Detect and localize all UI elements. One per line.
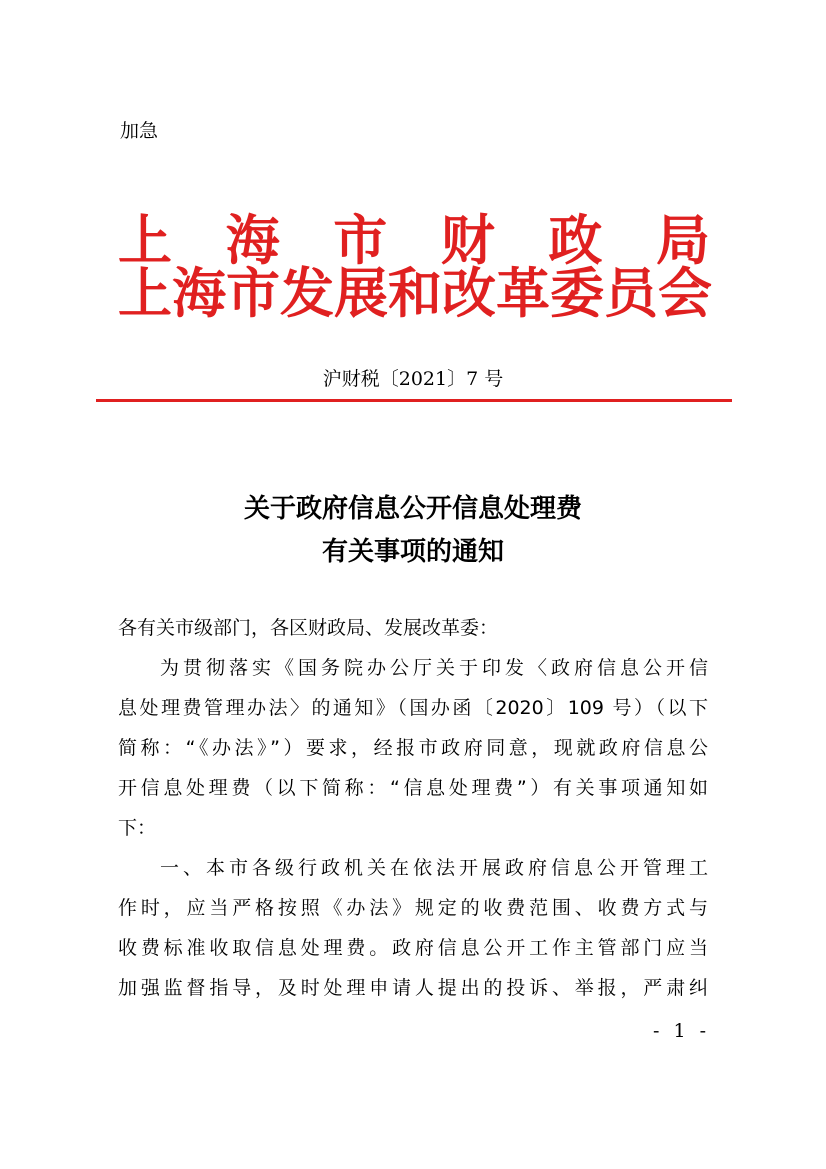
body-paragraph-line: 下： — [118, 817, 157, 839]
body-paragraph-line: 作时，应当严格按照《办法》规定的收费范围、收费方式与 — [118, 897, 708, 919]
red-separator-line — [96, 399, 732, 402]
document-title-line-1: 关于政府信息公开信息处理费 — [243, 494, 582, 524]
body-paragraph-line: 一、本市各级行政机关在依法开展政府信息公开管理工 — [160, 857, 708, 879]
body-paragraph-line: 加强监督指导，及时处理申请人提出的投诉、举报，严肃纠 — [118, 977, 708, 999]
urgency-marker: 加急 — [120, 120, 159, 142]
body-paragraph-line: 收费标准收取信息处理费。政府信息公开工作主管部门应当 — [118, 937, 708, 959]
body-paragraph-line: 为贯彻落实《国务院办公厅关于印发〈政府信息公开信 — [160, 657, 708, 679]
body-paragraph-line: 开信息处理费（以下简称：“信息处理费”）有关事项通知如 — [118, 777, 708, 799]
page-number: - 1 - — [652, 1020, 710, 1042]
document-title-line-2: 有关事项的通知 — [321, 537, 504, 567]
issuer-line-finance-bureau: 上 海 市 财 政 局 — [118, 208, 710, 272]
issuer-line-development-commission: 上海市发展和改革委员会 — [118, 261, 712, 325]
document-number: 沪财税〔2021〕7 号 — [322, 368, 504, 390]
addressee: 各有关市级部门，各区财政局、发展改革委： — [118, 617, 499, 639]
body-paragraph-line: 简称：“《办法》”）要求，经报市政府同意，现就政府信息公 — [118, 737, 708, 759]
body-paragraph-line: 息处理费管理办法〉的通知》（国办函〔2020〕109 号）（以下 — [118, 697, 708, 719]
